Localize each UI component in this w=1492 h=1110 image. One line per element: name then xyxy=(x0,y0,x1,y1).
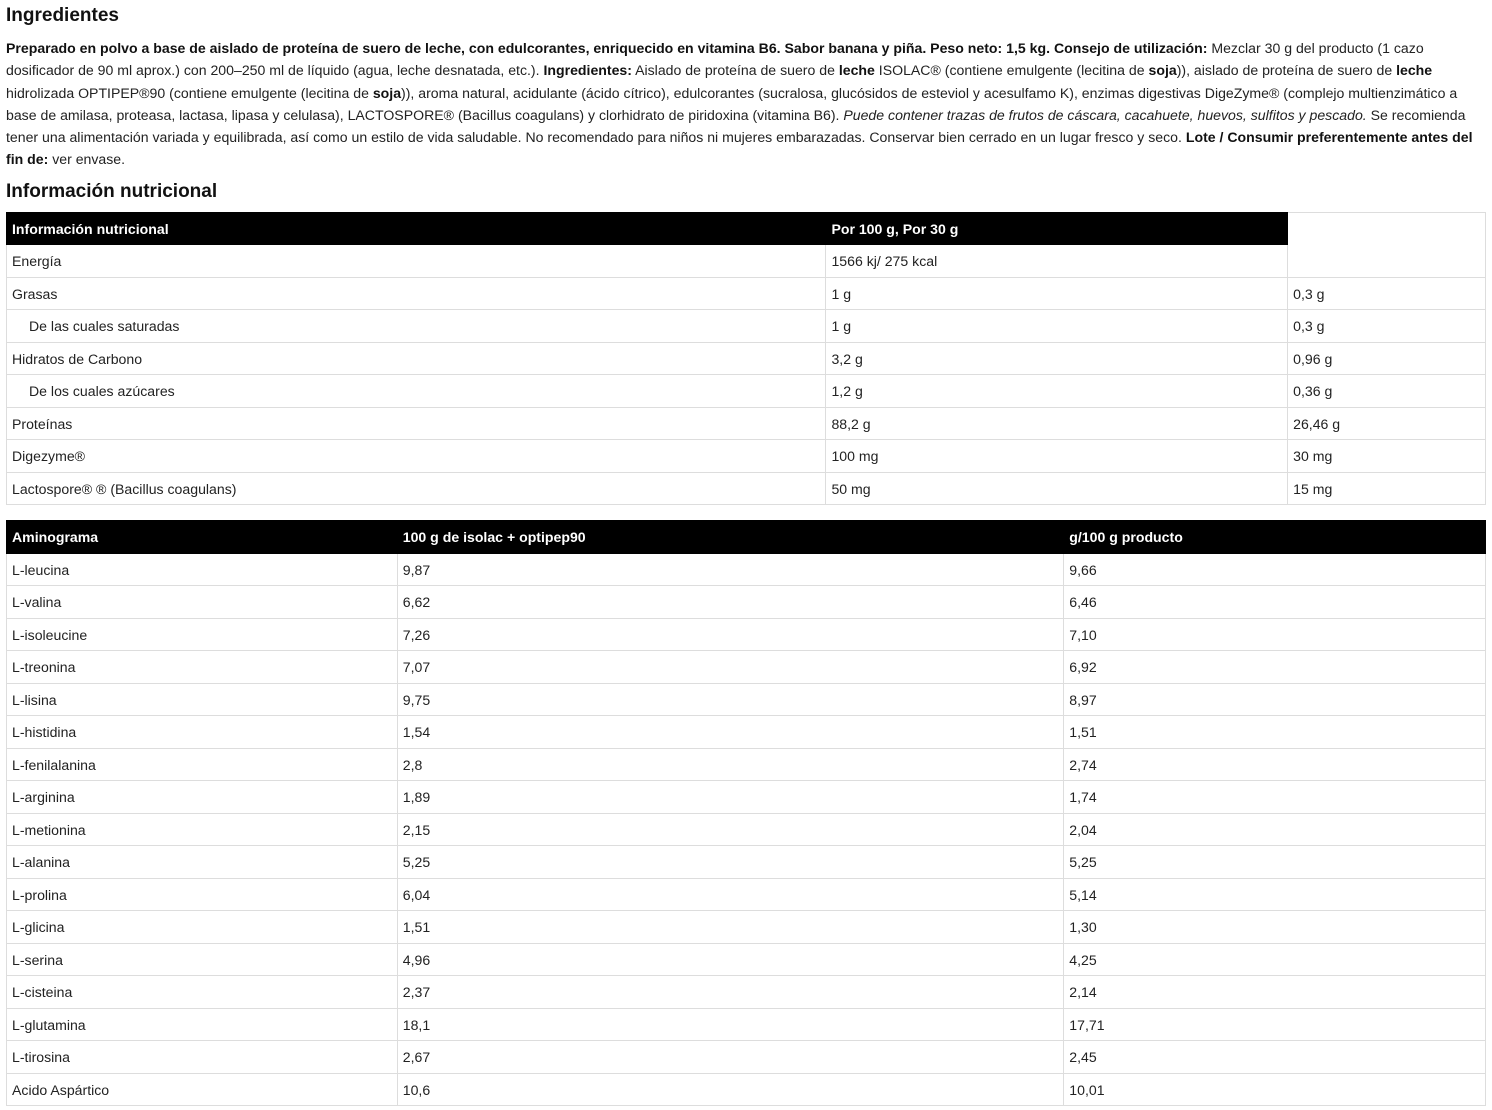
allergen-milk: leche xyxy=(838,62,875,79)
nutrient-label: Hidratos de Carbono xyxy=(7,342,826,375)
table-row xyxy=(7,943,1486,976)
nutrient-per100: 1 g xyxy=(826,277,1288,310)
amino-value-product: 17,71 xyxy=(1064,1008,1486,1041)
table-row xyxy=(7,878,1486,911)
ingredients-paragraph xyxy=(6,37,1486,171)
amino-value-product: 5,25 xyxy=(1064,846,1486,879)
amino-acid-name: L-isoleucine xyxy=(7,618,398,651)
nutrient-per100: 88,2 g xyxy=(826,407,1288,440)
amino-value-product: 2,74 xyxy=(1064,748,1486,781)
text-fragment: )), aislado de proteína de suero de xyxy=(1176,62,1397,79)
amino-value-isolac: 4,96 xyxy=(397,943,1064,976)
nutrient-per100: 100 mg xyxy=(826,440,1288,473)
amino-acid-name: L-cisteina xyxy=(7,976,398,1009)
table-row xyxy=(7,1041,1486,1074)
table-row xyxy=(7,440,1486,473)
aminogram-header-cell: g/100 g producto xyxy=(1064,521,1486,554)
table-row xyxy=(7,342,1486,375)
table-row xyxy=(7,586,1486,619)
amino-value-product: 6,92 xyxy=(1064,651,1486,684)
amino-acid-name: L-alanina xyxy=(7,846,398,879)
nutrient-per30: 0,3 g xyxy=(1288,310,1486,343)
aminogram-header-cell: 100 g de isolac + optipep90 xyxy=(397,521,1064,554)
table-row xyxy=(7,716,1486,749)
amino-acid-name: L-leucina xyxy=(7,553,398,586)
table-row xyxy=(7,748,1486,781)
nutrient-label: De los cuales azúcares xyxy=(7,375,826,408)
amino-value-isolac: 2,37 xyxy=(397,976,1064,1009)
table-row xyxy=(7,1008,1486,1041)
nutrient-label: Digezyme® xyxy=(7,440,826,473)
nutrient-per100: 1,2 g xyxy=(826,375,1288,408)
allergen-milk: leche xyxy=(1396,62,1433,79)
amino-value-isolac: 6,04 xyxy=(397,878,1064,911)
amino-acid-name: Acido Aspártico xyxy=(7,1073,398,1106)
nutrient-per30: 0,36 g xyxy=(1288,375,1486,408)
table-row xyxy=(7,911,1486,944)
amino-value-isolac: 9,87 xyxy=(397,553,1064,586)
amino-value-product: 6,46 xyxy=(1064,586,1486,619)
nutrient-per30: 0,96 g xyxy=(1288,342,1486,375)
table-row xyxy=(7,813,1486,846)
amino-acid-name: L-lisina xyxy=(7,683,398,716)
amino-value-product: 1,74 xyxy=(1064,781,1486,814)
nutrient-per30: 15 mg xyxy=(1288,472,1486,505)
table-row xyxy=(7,846,1486,879)
amino-value-isolac: 10,6 xyxy=(397,1073,1064,1106)
table-row xyxy=(7,781,1486,814)
nutrient-label: Lactospore® ® (Bacillus coagulans) xyxy=(7,472,826,505)
table-row xyxy=(7,976,1486,1009)
text-fragment: ver envase. xyxy=(48,151,126,168)
table-row xyxy=(7,553,1486,586)
nutrition-header-row xyxy=(7,212,1486,245)
amino-value-product: 10,01 xyxy=(1064,1073,1486,1106)
nutrient-label: Proteínas xyxy=(7,407,826,440)
ingredients-heading: Ingredientes xyxy=(6,5,119,26)
amino-value-isolac: 9,75 xyxy=(397,683,1064,716)
product-description: Preparado en polvo a base de aislado de proteína de suero de leche, con edulcorantes, enriquecido en vitamina B6. Sabor banana y piña. Peso neto: xyxy=(6,40,1003,56)
amino-acid-name: L-fenilalanina xyxy=(7,748,398,781)
amino-value-product: 7,10 xyxy=(1064,618,1486,651)
table-row xyxy=(7,375,1486,408)
text-fragment: Aislado de proteína de suero de xyxy=(631,62,839,79)
amino-value-product: 8,97 xyxy=(1064,683,1486,716)
amino-acid-name: L-tirosina xyxy=(7,1041,398,1074)
nutrient-label: Energía xyxy=(7,245,826,278)
nutrition-table xyxy=(6,212,1486,506)
nutrient-label: Grasas xyxy=(7,277,826,310)
aminogram-header-cell: Aminograma xyxy=(7,521,398,554)
amino-acid-name: L-prolina xyxy=(7,878,398,911)
amino-value-isolac: 6,62 xyxy=(397,586,1064,619)
amino-value-isolac: 2,67 xyxy=(397,1041,1064,1074)
amino-value-isolac: 7,07 xyxy=(397,651,1064,684)
text-fragment: hidrolizada OPTIPEP®90 (contiene emulgente (lecitina de xyxy=(6,84,373,101)
amino-value-isolac: 1,89 xyxy=(397,781,1064,814)
amino-value-product: 2,04 xyxy=(1064,813,1486,846)
usage-text: Mezclar 30 g del producto (1 cazo dosificador de 90 ml aprox.) con 200–250 ml de líquido (agua, leche desnatada, etc.). xyxy=(6,40,1424,79)
nutrient-per30: 26,46 g xyxy=(1288,407,1486,440)
aminogram-header-row xyxy=(7,521,1486,554)
amino-value-isolac: 1,51 xyxy=(397,911,1064,944)
text-fragment: )), aroma natural, acidulante (ácido cítrico), edulcorantes (sucralosa, glucósidos de esteviol y acesulfamo K), enzimas digestivas DigeZyme® (complejo multienzimático a base de amilasa, proteasa, lactasa, lipasa y celulasa), LACTOSPORE® (Bacillus coagulans) y clorhidrato de piridoxina (vitamina B6). xyxy=(6,84,1458,123)
amino-value-product: 1,51 xyxy=(1064,716,1486,749)
amino-value-isolac: 5,25 xyxy=(397,846,1064,879)
table-row xyxy=(7,1073,1486,1106)
nutrient-per100: 1566 kj/ 275 kcal xyxy=(826,245,1288,278)
nutrition-header-empty xyxy=(1288,212,1486,245)
usage-label: Consejo de utilización: xyxy=(1053,40,1208,56)
amino-value-product: 5,14 xyxy=(1064,878,1486,911)
amino-value-product: 9,66 xyxy=(1064,553,1486,586)
amino-value-product: 1,30 xyxy=(1064,911,1486,944)
amino-value-isolac: 7,26 xyxy=(397,618,1064,651)
nutrient-per100: 3,2 g xyxy=(826,342,1288,375)
nutrition-heading: Información nutricional xyxy=(6,180,218,202)
nutrient-per100: 50 mg xyxy=(826,472,1288,505)
table-row xyxy=(7,651,1486,684)
table-row xyxy=(7,245,1486,278)
table-row xyxy=(7,472,1486,505)
amino-acid-name: L-arginina xyxy=(7,781,398,814)
table-row xyxy=(7,683,1486,716)
allergen-soy: soja xyxy=(372,84,402,101)
nutrient-per30: 0,3 g xyxy=(1288,277,1486,310)
amino-value-isolac: 1,54 xyxy=(397,716,1064,749)
amino-acid-name: L-valina xyxy=(7,586,398,619)
table-row xyxy=(7,310,1486,343)
amino-value-product: 2,14 xyxy=(1064,976,1486,1009)
text-fragment: ISOLAC® (contiene emulgente (lecitina de xyxy=(874,62,1149,79)
amino-value-isolac: 2,15 xyxy=(397,813,1064,846)
aminogram-table xyxy=(6,520,1486,1106)
amino-acid-name: L-serina xyxy=(7,943,398,976)
table-row xyxy=(7,618,1486,651)
nutrient-per30: 30 mg xyxy=(1288,440,1486,473)
traces-warning: Puede contener trazas de frutos de cáscara, cacahuete, huevos, sulfitos y pescado. xyxy=(843,106,1367,123)
table-row xyxy=(7,277,1486,310)
text-fragment: Se recomienda tener una alimentación variada y equilibrada, así como un estilo de vida saludable. No recomendado para niños ni mujeres embarazadas. Conservar bien cerrado en un lugar fresco y seco. xyxy=(6,106,1466,146)
lot-label: Lote / Consumir preferentemente antes del fin de: xyxy=(6,129,1473,168)
allergen-soy: soja xyxy=(1148,62,1177,79)
ingredients-label: Ingredientes: xyxy=(543,62,632,79)
amino-acid-name: L-metionina xyxy=(7,813,398,846)
table-row xyxy=(7,407,1486,440)
nutrition-header-cell: Información nutricional xyxy=(7,212,826,245)
amino-value-isolac: 18,1 xyxy=(397,1008,1064,1041)
net-weight: 1,5 kg. xyxy=(1006,40,1051,56)
amino-acid-name: L-glicina xyxy=(7,911,398,944)
nutrient-per30 xyxy=(1288,245,1486,278)
amino-value-isolac: 2,8 xyxy=(397,748,1064,781)
amino-value-product: 4,25 xyxy=(1064,943,1486,976)
amino-acid-name: L-glutamina xyxy=(7,1008,398,1041)
amino-value-product: 2,45 xyxy=(1064,1041,1486,1074)
nutrition-header-cell: Por 100 g, Por 30 g xyxy=(826,212,1288,245)
amino-acid-name: L-histidina xyxy=(7,716,398,749)
nutrient-per100: 1 g xyxy=(826,310,1288,343)
amino-acid-name: L-treonina xyxy=(7,651,398,684)
nutrient-label: De las cuales saturadas xyxy=(7,310,826,343)
